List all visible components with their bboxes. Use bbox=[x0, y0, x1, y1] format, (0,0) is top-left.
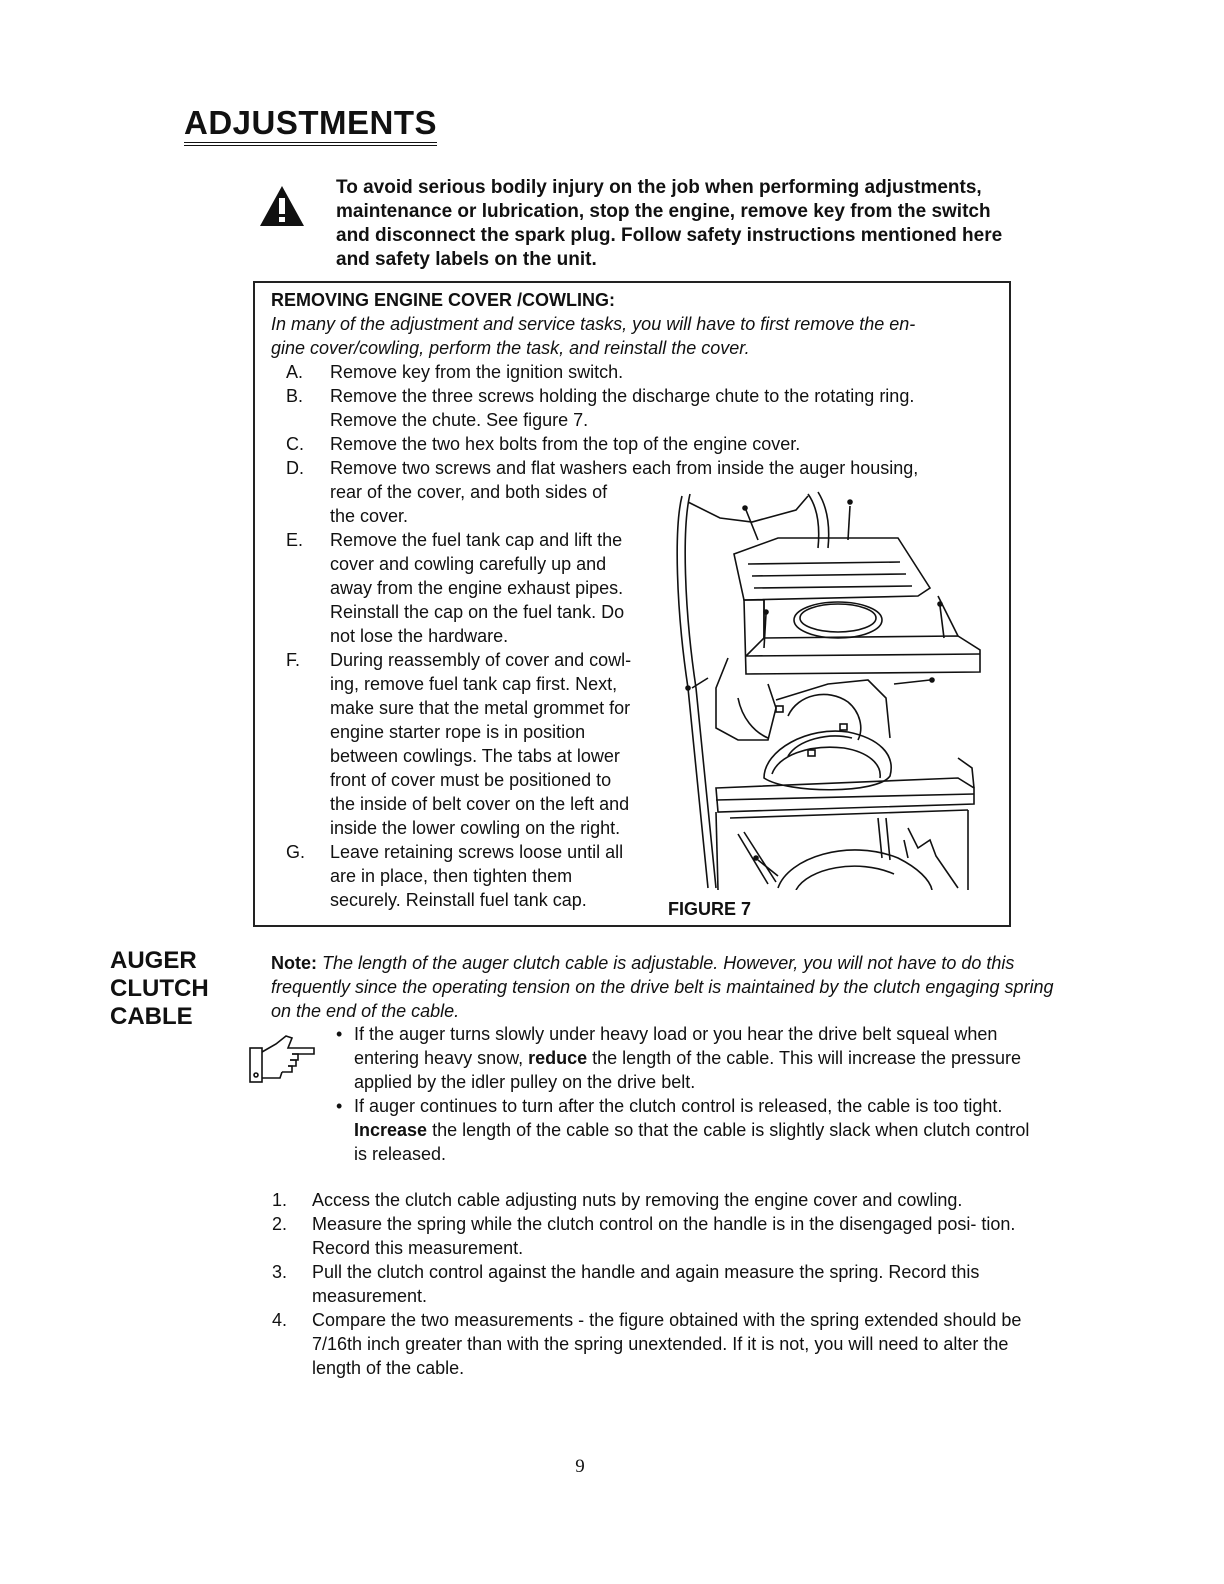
intro-line: gine cover/cowling, perform the task, and reinstall the cover. bbox=[271, 338, 750, 358]
step-text: Compare the two measurements - the figure obtained with the spring extended should be 7/16th inch greater than with the spring unextended. If it is not, you will need to alter the length of the cable. bbox=[312, 1310, 1022, 1378]
safety-warning bbox=[336, 176, 1056, 272]
step-line: Remove the fuel tank cap and lift the bbox=[330, 530, 623, 550]
heading-line: CLUTCH bbox=[110, 975, 209, 1002]
step-letter: A. bbox=[286, 362, 304, 382]
figure-caption: FIGURE 7 bbox=[668, 899, 752, 919]
warning-line: maintenance or lubrication, stop the engine, remove key from the switch bbox=[336, 201, 991, 222]
step-number: 4. bbox=[272, 1310, 288, 1330]
bullet-dot: • bbox=[336, 1096, 343, 1116]
step-letter: C. bbox=[286, 434, 304, 454]
step-line: not lose the hardware. bbox=[330, 626, 509, 646]
engine-cover-illustration bbox=[668, 488, 986, 890]
bullet-dot: • bbox=[336, 1024, 343, 1044]
step-text: Pull the clutch control against the handle and again measure the spring. Record this measurement. bbox=[312, 1262, 980, 1306]
page-number: 9 bbox=[575, 1456, 585, 1477]
section-heading bbox=[110, 947, 209, 1031]
step-line: ing, remove fuel tank cap first. Next, bbox=[330, 674, 618, 694]
bullet-text: If the auger turns slowly under heavy load or you hear the drive belt squeal when entering heavy snow, reduce the length of the cable. This will increase the pressure applied by the idler pulley on the drive belt. bbox=[354, 1024, 1022, 1092]
step-line: the inside of belt cover on the left and bbox=[330, 794, 630, 814]
step-line: Leave retaining screws loose until all bbox=[330, 842, 624, 862]
step-line: front of cover must be positioned to bbox=[330, 770, 612, 790]
step-letter: G. bbox=[286, 842, 306, 862]
step-letter: F. bbox=[286, 650, 301, 670]
heading-line: CABLE bbox=[110, 1003, 193, 1030]
box-intro bbox=[271, 312, 1001, 360]
note-label: Note: bbox=[271, 953, 317, 973]
step-number: 2. bbox=[272, 1214, 288, 1234]
step-line: inside the lower cowling on the right. bbox=[330, 818, 621, 838]
step-line: cover and cowling carefully up and bbox=[330, 554, 607, 574]
box-heading: REMOVING ENGINE COVER /COWLING: bbox=[271, 290, 616, 310]
note-text: The length of the auger clutch cable is adjustable. However, you will not have to do this frequently since the operating tension on the drive belt is maintained by the clutch engaging spring on the end of the cable. bbox=[271, 953, 1054, 1021]
step-letter: B. bbox=[286, 386, 304, 406]
step-number: 3. bbox=[272, 1262, 288, 1282]
step-line: the cover. bbox=[330, 506, 409, 526]
pointing-hand-icon bbox=[246, 1028, 318, 1086]
step-line: are in place, then tighten them bbox=[330, 866, 573, 886]
step-line: During reassembly of cover and cowl- bbox=[330, 650, 632, 670]
step-line: Remove the chute. See figure 7. bbox=[330, 410, 589, 430]
step-line: rear of the cover, and both sides of bbox=[330, 482, 608, 502]
step-line: engine starter rope is in position bbox=[330, 722, 586, 742]
page-title: ADJUSTMENTS bbox=[184, 104, 437, 146]
step-line: Remove the two hex bolts from the top of the engine cover. bbox=[330, 434, 801, 454]
step-line: make sure that the metal grommet for bbox=[330, 698, 631, 718]
step-line: Remove two screws and flat washers each from inside the auger housing, bbox=[330, 458, 919, 478]
step-line: Remove the three screws holding the discharge chute to the rotating ring. bbox=[330, 386, 915, 406]
step-line: Reinstall the cap on the fuel tank. Do bbox=[330, 602, 625, 622]
step-line: securely. Reinstall fuel tank cap. bbox=[330, 890, 587, 910]
warning-triangle-icon bbox=[258, 184, 306, 228]
intro-line: In many of the adjustment and service tasks, you will have to first remove the en- bbox=[271, 314, 916, 334]
step-line: Remove key from the ignition switch. bbox=[330, 362, 624, 382]
warning-line: and disconnect the spark plug. Follow safety instructions mentioned here bbox=[336, 225, 1003, 246]
step-line: away from the engine exhaust pipes. bbox=[330, 578, 624, 598]
warning-line: and safety labels on the unit. bbox=[336, 249, 597, 270]
step-letter: D. bbox=[286, 458, 304, 478]
auger-cable-note bbox=[271, 951, 1061, 1023]
heading-line: AUGER bbox=[110, 947, 197, 974]
step-text: Measure the spring while the clutch control on the handle is in the disengaged posi- tion. Record this measurement. bbox=[312, 1214, 1016, 1258]
step-letter: E. bbox=[286, 530, 304, 550]
step-number: 1. bbox=[272, 1190, 288, 1210]
step-text: Access the clutch cable adjusting nuts by removing the engine cover and cowling. bbox=[312, 1190, 963, 1210]
bullet-text: If auger continues to turn after the clutch control is released, the cable is too tight. Increase the length of the cable so that the cable is slightly slack when clutch control is released. bbox=[354, 1096, 1030, 1164]
step-line: between cowlings. The tabs at lower bbox=[330, 746, 620, 766]
warning-line: To avoid serious bodily injury on the job when performing adjustments, bbox=[336, 177, 982, 198]
